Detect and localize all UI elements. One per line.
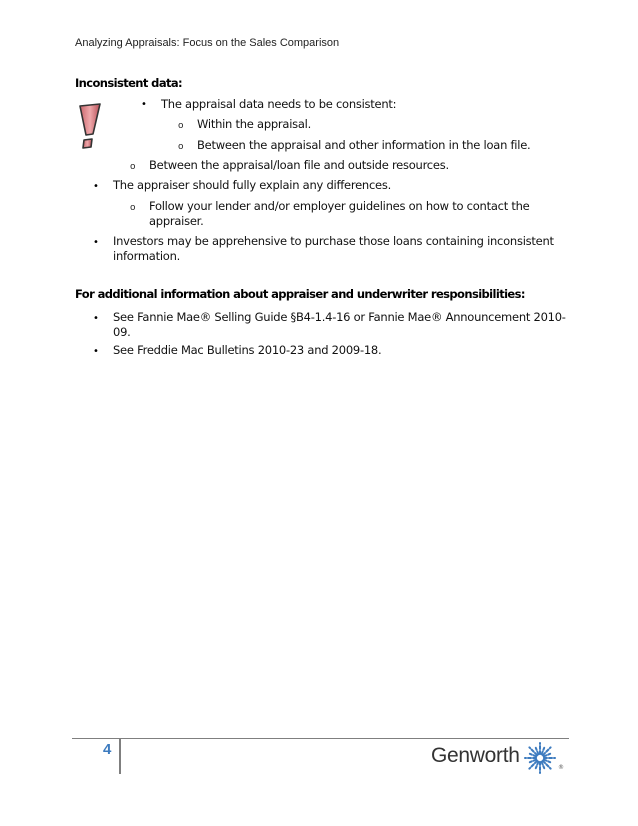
list-item: Within the appraisal. [197,117,312,131]
footer-page-divider [119,738,121,774]
list-item: Investors may be apprehensive to purchase those loans containing inconsistent [113,234,554,248]
list-item: The appraisal data needs to be consistent: [161,97,397,111]
bullet-marker: • [141,99,147,110]
footer-divider [72,738,569,739]
list-item: The appraiser should fully explain any differences. [113,178,392,192]
page-number: 4 [103,741,112,758]
genworth-logo-text: Genworth [431,744,520,767]
bullet-marker: • [93,313,99,324]
list-item-continuation: information. [113,249,181,263]
sub-bullet-marker: o [130,203,136,213]
sub-bullet-marker: o [130,162,136,172]
bullet-marker: • [93,237,99,248]
bullet-marker: • [93,346,99,357]
running-header: Analyzing Appraisals: Focus on the Sales Comparison [75,37,340,49]
list-item-continuation: appraiser. [149,214,204,228]
list-item: See Freddie Mac Bulletins 2010-23 and 2009-18. [113,343,382,357]
list-item: See Fannie Mae® Selling Guide §B4-1.4-16 or Fannie Mae® Announcement 2010- [113,310,566,324]
list-item: Between the appraisal and other information in the loan file. [197,138,531,152]
registered-mark: ® [558,764,564,771]
sub-bullet-marker: o [178,121,184,131]
sub-bullet-marker: o [178,142,184,152]
list-item: Between the appraisal/loan file and outside resources. [149,158,449,172]
section-heading-inconsistent-data: Inconsistent data: [75,76,183,90]
bullet-marker: • [93,181,99,192]
list-item: Follow your lender and/or employer guidelines on how to contact the [149,199,530,213]
section-heading-additional-info: For additional information about appraiser and underwriter responsibilities: [75,287,525,301]
exclamation-icon [71,103,105,155]
genworth-starburst-icon [523,741,557,779]
list-item-continuation: 09. [113,325,131,339]
